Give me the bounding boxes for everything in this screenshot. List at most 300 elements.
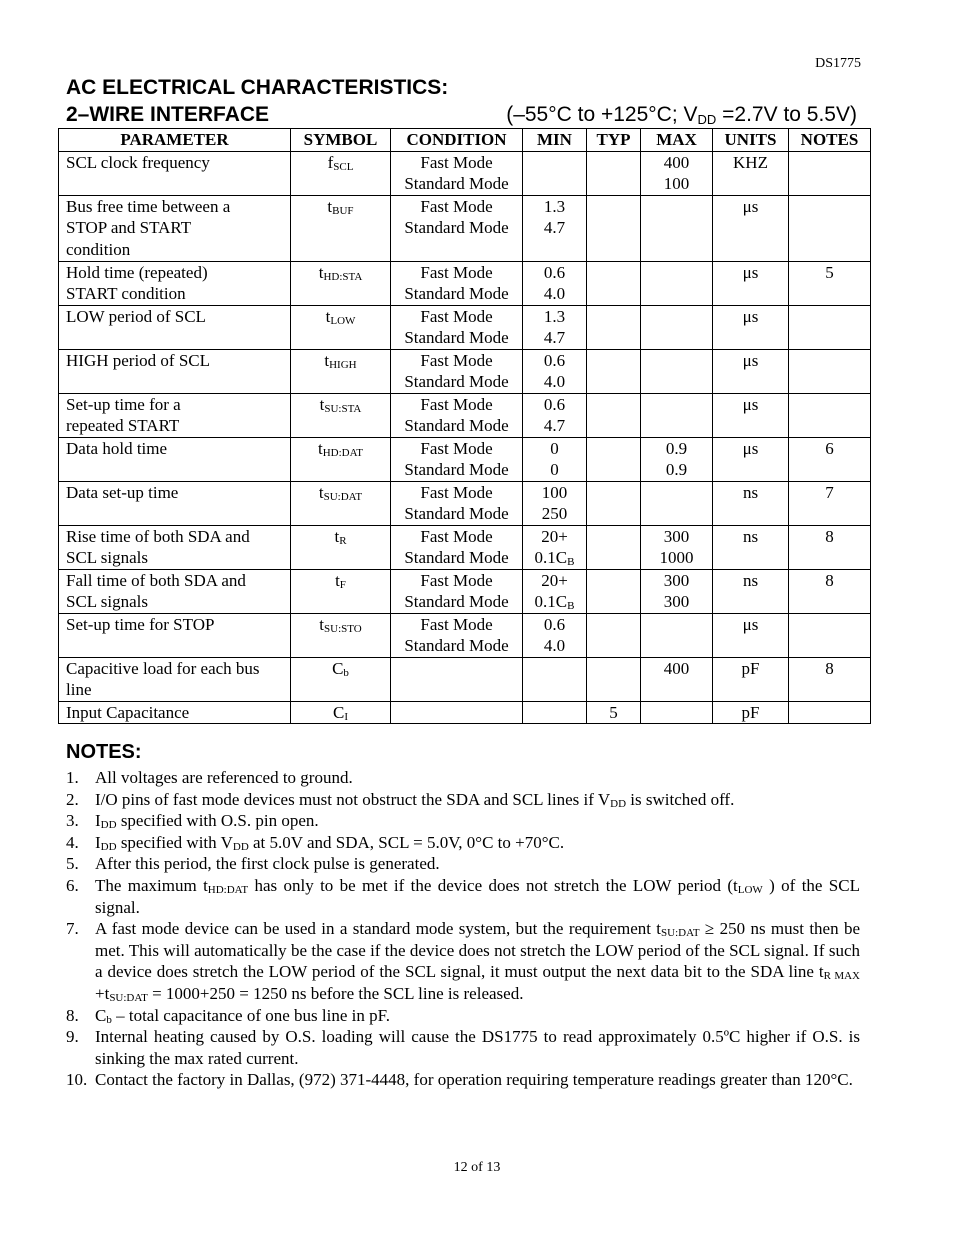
parameter-cell [59,525,291,569]
table-row [59,305,871,349]
page-number: 12 of 13 [453,1160,501,1175]
header-typ: TYP [587,129,641,152]
notes-title: NOTES: [66,741,142,763]
min-line [525,283,584,305]
min-line [525,547,584,569]
typ-cell [587,437,641,481]
min-value: 0.1C [534,592,568,611]
parameter-line: LOW period of SCL [66,306,206,326]
note-number: 5. [66,854,79,874]
header-notes: NOTES [789,129,871,152]
symbol-base: t [327,196,333,216]
units-cell: pF [713,657,789,701]
parameter-line: Input Capacitance [66,702,190,722]
typ-cell [587,151,641,195]
parameter-cell [59,261,291,305]
typ-cell [587,569,641,613]
note-subscript: DD [232,840,249,853]
parameter-line: Rise time of both SDA and [66,526,250,546]
condition-line: Standard Mode [404,548,509,567]
symbol-subscript: HIGH [329,358,357,371]
notes-ref-cell [789,305,871,349]
table-row [59,657,871,701]
min-value: 250 [541,504,568,523]
parameter-cell [59,349,291,393]
condition-cell [391,481,523,525]
max-line: 1000 [659,548,694,567]
header-units: UNITS [713,129,789,152]
symbol-base: t [318,482,324,502]
max-line: 300 [663,570,690,590]
min-value: 4.0 [543,372,566,391]
note-number: 7. [66,919,79,939]
symbol-base: t [335,570,340,590]
symbol-base: t [324,350,330,370]
note-text: I [95,811,101,831]
symbol-base: C [332,702,345,722]
min-cell [523,437,587,481]
parameter-line: Hold time (repeated) [66,262,208,282]
parameter-line: HIGH period of SCL [66,350,211,370]
parameter-line: Bus free time between a [66,196,231,216]
note-item [66,1005,860,1027]
units-cell: μs [713,349,789,393]
typ-cell [587,657,641,701]
condition-cell [391,613,523,657]
min-value: 4.0 [543,284,566,303]
min-value: 0.6 [543,394,566,414]
document-id: DS1775 [815,56,861,71]
symbol-cell [291,481,391,525]
min-line [525,503,584,525]
parameter-line: Data hold time [66,438,168,458]
note-text: +t [95,983,110,1003]
note-item [66,1069,860,1091]
max-cell [641,305,713,349]
parameter-line: line [66,680,92,699]
units-cell: μs [713,305,789,349]
header-max: MAX [641,129,713,152]
condition-line: Standard Mode [404,372,509,391]
min-value: 4.7 [543,328,566,347]
table-row [59,481,871,525]
typ-cell [587,349,641,393]
typ-cell [587,525,641,569]
min-cell [523,151,587,195]
note-text: Contact the factory in Dallas, (972) 371-4448, for operation requiring temperature readings greater than 120°C. [95,1070,853,1090]
min-cell [523,195,587,261]
min-line [525,482,584,504]
parameter-cell [59,613,291,657]
min-line [525,217,584,239]
units-cell: pF [713,701,789,724]
condition-line: Fast Mode [420,196,493,216]
parameter-cell [59,437,291,481]
note-text: at 5.0V and SDA, SCL = 5.0V, 0°C to +70°C. [248,832,565,852]
header-condition: CONDITION [391,129,523,152]
symbol-cell [291,349,391,393]
min-value: 0.6 [543,262,566,282]
min-subscript: B [567,600,575,612]
condition-line: Fast Mode [420,350,493,370]
min-value: 4.7 [543,218,566,237]
ac-characteristics-table [58,128,871,724]
min-value: 4.0 [543,636,566,655]
symbol-base: t [325,306,331,326]
notes-ref-cell [789,613,871,657]
table-header-row [59,129,871,152]
table-row [59,393,871,437]
condition-line: Standard Mode [404,592,509,611]
parameter-line: STOP and START [66,218,192,237]
min-line [525,262,584,284]
max-line: 400 [663,152,690,172]
min-cell [523,261,587,305]
typ-cell [587,613,641,657]
note-text: is switched off. [626,789,735,809]
parameter-cell [59,195,291,261]
notes-list [66,767,860,1091]
notes-ref-cell: 5 [789,261,871,305]
parameter-cell [59,569,291,613]
typ-cell [587,481,641,525]
table-row [59,701,871,724]
note-text: I [95,832,101,852]
min-value: 1.3 [543,306,566,326]
min-cell [523,569,587,613]
max-cell [641,393,713,437]
units-cell: μs [713,195,789,261]
note-text: specified with O.S. pin open. [116,811,319,831]
note-text: C [95,1005,107,1025]
max-cell [641,437,713,481]
symbol-base: t [318,262,324,282]
condition-line: Fast Mode [420,438,493,458]
header-parameter: PARAMETER [59,129,291,152]
typ-cell: 5 [587,701,641,724]
note-text: – total capacitance of one bus line in pF. [111,1005,390,1025]
notes-ref-cell: 8 [789,525,871,569]
min-value: 0.6 [543,350,566,370]
note-number: 9. [66,1027,79,1047]
condition-cell [391,195,523,261]
max-cell [641,657,713,701]
max-cell [641,349,713,393]
max-cell [641,613,713,657]
condition-cell [391,151,523,195]
min-value: 0.6 [543,614,566,634]
min-cell [523,613,587,657]
symbol-base: t [319,394,325,414]
min-line [525,371,584,393]
symbol-base: t [319,614,325,634]
max-cell [641,525,713,569]
min-cell [523,349,587,393]
range-prefix: (–55°C to +125°C; V [506,103,698,126]
table-row [59,569,871,613]
note-text: specified with V [116,832,233,852]
note-text: The maximum t [95,875,208,895]
note-text: A fast mode device can be used in a standard mode system, but the requirement t [95,919,662,939]
max-cell [641,261,713,305]
note-text: has only to be met if the device does not stretch the LOW period (t [248,875,738,895]
notes-ref-cell: 6 [789,437,871,481]
min-line [525,635,584,657]
min-line [525,526,584,548]
parameter-line: START condition [66,284,186,303]
notes-ref-cell [789,349,871,393]
min-cell [523,701,587,724]
parameter-cell [59,657,291,701]
note-item [66,789,860,811]
note-subscript: SU:DAT [661,927,700,940]
parameter-line: SCL clock frequency [66,152,210,172]
min-cell [523,305,587,349]
min-line [525,570,584,592]
note-subscript: SU:DAT [109,991,148,1004]
parameter-line: SCL signals [66,548,149,567]
header-symbol: SYMBOL [291,129,391,152]
table-row [59,613,871,657]
notes-ref-cell [789,701,871,724]
max-line: 300 [663,526,690,546]
condition-cell [391,701,523,724]
min-cell [523,657,587,701]
note-subscript: HD:DAT [207,883,249,896]
max-line: 0.9 [665,460,688,479]
min-line [525,327,584,349]
max-cell [641,569,713,613]
note-item [66,853,860,875]
units-cell: KHZ [713,151,789,195]
table-row [59,437,871,481]
section-subtitle: 2–WIRE INTERFACE [66,103,270,126]
notes-ref-cell [789,195,871,261]
condition-cell [391,657,523,701]
note-text: = 1000+250 = 1250 ns before the SCL line is released. [147,983,524,1003]
note-number: 6. [66,875,79,895]
symbol-subscript: LOW [330,314,356,327]
min-line [525,394,584,416]
max-line: 0.9 [665,438,688,458]
symbol-base: t [334,526,340,546]
parameter-cell [59,701,291,724]
note-subscript: b [106,1013,112,1026]
min-value: 1.3 [543,196,566,216]
condition-line: Fast Mode [420,570,493,590]
min-line [525,614,584,636]
max-cell [641,481,713,525]
note-text: ) of the SCL signal. [95,875,860,917]
operating-range [506,103,857,127]
min-value: 4.7 [543,416,566,435]
note-number: 3. [66,811,79,831]
condition-line: Standard Mode [404,416,509,435]
symbol-subscript: BUF [332,204,354,217]
max-cell [641,195,713,261]
symbol-subscript: F [339,578,346,591]
note-subscript: DD [100,819,117,832]
min-value: 100 [541,482,568,502]
note-subscript: DD [610,797,627,810]
table-row [59,525,871,569]
note-item [66,918,860,1004]
max-cell [641,701,713,724]
symbol-subscript: b [343,666,349,679]
condition-line: Standard Mode [404,636,509,655]
parameter-line: Set-up time for a [66,394,181,414]
range-suffix: =2.7V to 5.5V) [716,103,857,126]
table-row [59,151,871,195]
max-line: 400 [663,658,690,678]
units-cell: μs [713,261,789,305]
notes-ref-cell: 7 [789,481,871,525]
parameter-line: Data set-up time [66,482,179,502]
parameter-line: repeated START [66,416,180,435]
condition-line: Standard Mode [404,174,509,193]
notes-ref-cell: 8 [789,657,871,701]
min-cell [523,525,587,569]
condition-cell [391,525,523,569]
symbol-cell [291,151,391,195]
min-value: 0.1C [534,548,568,567]
units-cell: μs [713,437,789,481]
header-min: MIN [523,129,587,152]
note-subscript: LOW [737,883,763,896]
table-row [59,261,871,305]
symbol-cell [291,305,391,349]
typ-cell [587,195,641,261]
min-value: 0 [550,438,559,458]
units-cell: μs [713,393,789,437]
parameter-line: Capacitive load for each bus [66,658,260,678]
parameter-cell [59,305,291,349]
notes-ref-cell [789,393,871,437]
parameter-cell [59,151,291,195]
min-line [525,438,584,460]
note-number: 8. [66,1005,79,1025]
note-number: 10. [66,1070,88,1090]
parameter-cell [59,393,291,437]
min-value: 20+ [541,526,568,546]
parameter-line: Fall time of both SDA and [66,570,246,590]
min-line [525,591,584,613]
note-item [66,875,860,918]
condition-cell [391,569,523,613]
typ-cell [587,261,641,305]
symbol-cell [291,569,391,613]
condition-cell [391,393,523,437]
symbol-base: t [317,438,323,458]
section-title: AC ELECTRICAL CHARACTERISTICS: [66,76,449,99]
note-number: 1. [66,768,79,787]
note-text: All voltages are referenced to ground. [95,768,353,787]
symbol-subscript: SCL [333,160,354,173]
note-text: After this period, the first clock pulse is generated. [95,854,440,874]
symbol-cell [291,657,391,701]
note-text: ≥ 250 ns must then be met. This will automatically be the case if the device does not stretch the LOW period of the SCL signal. If such a device does stretch the LOW period of the SCL signal, it must output the next data bit to the SDA line t [95,919,860,982]
condition-line: Fast Mode [420,614,493,634]
min-value: 20+ [541,570,568,590]
symbol-base: f [327,152,334,172]
symbol-cell [291,701,391,724]
symbol-subscript: I [344,710,348,723]
min-line [525,459,584,481]
symbol-subscript: R [339,534,347,547]
note-item [66,1026,860,1069]
note-item [66,767,860,789]
min-cell [523,481,587,525]
min-cell [523,393,587,437]
symbol-subscript: SU:STO [324,622,362,635]
note-number: 4. [66,832,79,852]
condition-cell [391,349,523,393]
symbol-cell [291,525,391,569]
condition-line: Standard Mode [404,284,509,303]
parameter-line: Set-up time for STOP [66,614,215,634]
units-cell: ns [713,481,789,525]
parameter-line: SCL signals [66,592,149,611]
table-row [59,195,871,261]
notes-ref-cell: 8 [789,569,871,613]
symbol-cell [291,195,391,261]
note-number: 2. [66,789,79,809]
symbol-subscript: HD:DAT [322,446,364,459]
condition-cell [391,305,523,349]
note-text: Internal heating caused by O.S. loading will cause the DS1775 to read approximately 0.5ºC higher if O.S. is sinking the max rated current. [95,1027,860,1068]
condition-line: Standard Mode [404,218,509,237]
range-sub: DD [697,112,717,127]
condition-line: Fast Mode [420,152,493,172]
parameter-line: condition [66,239,131,259]
parameter-cell [59,481,291,525]
symbol-base: C [332,658,344,678]
note-item [66,810,860,832]
symbol-subscript: SU:STA [324,402,362,415]
units-cell: ns [713,569,789,613]
units-cell: μs [713,613,789,657]
notes-ref-cell [789,151,871,195]
units-cell: ns [713,525,789,569]
note-subscript: R MAX [823,970,860,983]
typ-cell [587,305,641,349]
note-subscript: DD [100,840,117,853]
note-text: I/O pins of fast mode devices must not obstruct the SDA and SCL lines if V [95,789,611,809]
table-row [59,349,871,393]
max-line: 300 [663,592,690,611]
condition-line: Fast Mode [420,306,493,326]
condition-cell [391,437,523,481]
max-line: 100 [663,174,690,193]
symbol-subscript: HD:STA [323,270,363,283]
min-subscript: B [567,556,575,568]
symbol-cell [291,261,391,305]
symbol-cell [291,393,391,437]
condition-line: Standard Mode [404,504,509,523]
condition-cell [391,261,523,305]
symbol-cell [291,437,391,481]
min-line [525,350,584,372]
condition-line: Standard Mode [404,328,509,347]
min-line [525,415,584,437]
condition-line: Fast Mode [420,262,493,282]
typ-cell [587,393,641,437]
min-value: 0 [550,460,559,479]
symbol-subscript: SU:DAT [323,490,363,503]
condition-line: Fast Mode [420,482,493,502]
condition-line: Fast Mode [420,394,493,414]
note-item [66,832,860,854]
